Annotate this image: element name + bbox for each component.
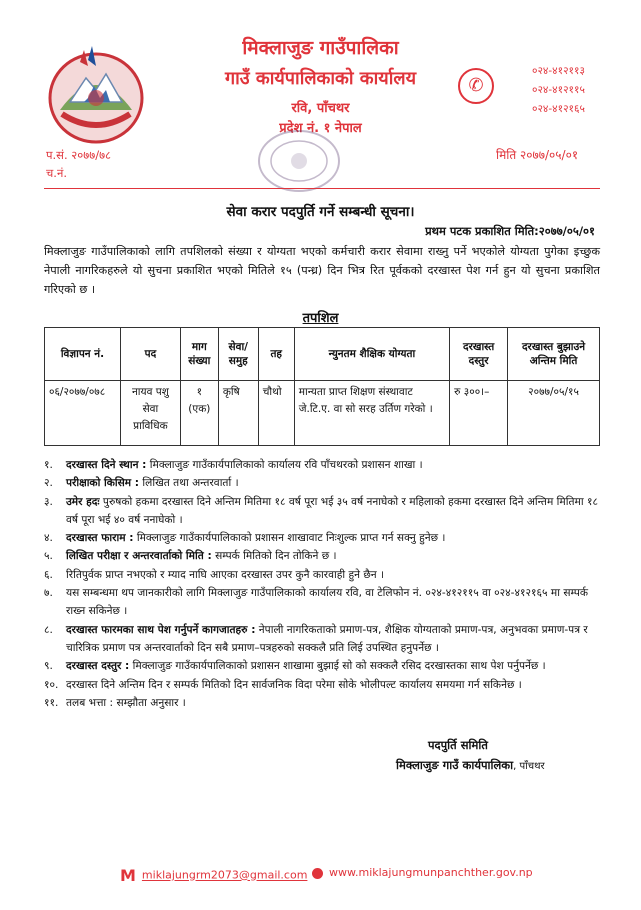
conditions-list — [44, 456, 604, 712]
header-divider — [44, 188, 600, 189]
item-label: दरखास्त फारमका साथ पेश गर्नुपर्ने कागजातहरु : — [66, 623, 256, 636]
list-item — [44, 566, 604, 584]
column-header: विज्ञापन नं. — [45, 328, 121, 381]
column-header: पद — [120, 328, 180, 381]
item-number: १. — [44, 459, 53, 471]
chalani-number: च.नं. — [46, 166, 67, 180]
list-item — [44, 676, 604, 694]
municipality-signature — [396, 758, 545, 773]
item-number: ३. — [44, 495, 53, 508]
item-number: ८. — [44, 623, 53, 636]
item-text: मिक्लाजुङ गाउँकार्यपालिकाको कार्यालय रवि पाँचथरको प्रशासन शाखा । — [146, 459, 423, 471]
list-item — [44, 529, 604, 547]
table-cell: ०६/२०७७/०७८ — [45, 381, 121, 446]
signature-name: मिक्लाजुङ गाउँ कार्यपालिका — [396, 758, 514, 772]
list-item — [44, 694, 604, 712]
list-item — [44, 584, 604, 621]
column-header: दरखास्त बुझाउने अन्तिम मिति — [508, 328, 600, 381]
phone-number: ०२४-४१२१६५ — [532, 103, 585, 115]
committee-signature: पदपुर्ति समिति — [428, 738, 488, 752]
office-stamp — [256, 128, 342, 194]
item-number: ११. — [44, 696, 59, 709]
notice-title: सेवा करार पदपुर्ति गर्ने सम्बन्धी सूचना। — [226, 204, 415, 220]
vacancy-table — [44, 327, 600, 446]
list-item — [44, 657, 604, 675]
list-item — [44, 621, 604, 658]
item-number: ६. — [44, 568, 53, 581]
reference-block — [46, 146, 111, 182]
column-header: तह — [258, 328, 294, 381]
item-number: १०. — [44, 678, 59, 691]
phone-number: ०२४-४१२११३ — [532, 65, 585, 77]
patra-sankhya: प.सं. २०७७/७८ — [46, 148, 112, 162]
office-location: रवि, पाँचथर — [291, 101, 350, 116]
table-cell: नायव पशु सेवा प्राविधिक — [120, 381, 180, 446]
column-header: दरखास्त दस्तुर — [450, 328, 508, 381]
item-label: उमेर हदः — [66, 495, 100, 508]
table-cell: २०७७/०५/१५ — [508, 381, 600, 446]
table-cell: १ (एक) — [180, 381, 218, 446]
item-text: तलब भत्ता : सम्झौता अनुसार । — [66, 696, 186, 709]
item-number: ५. — [44, 550, 53, 563]
item-text: यस सम्बन्धमा थप जानकारीको लागि मिक्लाजुङ गाउँपालिकाको कार्यालय रवि, वा टेलिफोन नं. ०२४-४१२११५ वा ०२४-४१२१६५ मा सम्पर्क राख्न सकिनेछ । — [66, 587, 589, 618]
item-label: दरखास्त दिने स्थान : — [66, 459, 147, 471]
list-item — [44, 493, 604, 530]
column-header: न्युनतम शैक्षिक योग्यता — [294, 328, 449, 381]
website-link[interactable]: www.miklajungmunpanchther.gov.np — [329, 866, 533, 879]
item-label: लिखित परीक्षा र अन्तरवार्ताको मिति : — [66, 550, 212, 563]
first-published-date: प्रथम पटक प्रकाशित मिति:२०७७/०५/०१ — [425, 224, 595, 238]
item-label: दरखास्त फाराम : — [66, 532, 134, 545]
globe-icon — [312, 868, 323, 879]
table-cell: मान्यता प्राप्त शिक्षण संस्थावाट जे.टि.ए. वा सो सरह उर्तिण गरेको । — [294, 381, 449, 446]
table-cell: कृषि — [218, 381, 258, 446]
column-header: माग संख्या — [180, 328, 218, 381]
item-number: ४. — [44, 532, 53, 545]
footer-website[interactable] — [312, 866, 533, 879]
list-item — [44, 456, 604, 474]
item-text: मिक्लाजुङ गाउँकार्यपालिकाको प्रशासन शाखामा बुझाई सो को सक्कलै रसिद दरखास्तका साथ पेश पर्नुपर्नेछ । — [129, 660, 546, 673]
item-number: ७. — [44, 587, 53, 600]
footer-email[interactable] — [120, 866, 307, 885]
notice-intro: मिक्लाजुङ गाउँपालिकाको लागि तपशिलको संख्या र योग्यता भएको कर्मचारी करार सेवामा राख्नु पर्ने भएकोले योग्यता पुगेका इच्छुक नेपाली नागरिकहरुले यो सुचना प्रकाशित भएको मितिले १५ (पन्ध्र) दिन भित्र रित पूर्वकको दरखास्त पेश गर्न हुन यो सुचना प्रकाशित गरिएको छ । — [44, 245, 600, 296]
office-name: गाउँ कार्यपालिकाको कार्यालय — [224, 68, 417, 89]
table-cell: चौथो — [258, 381, 294, 446]
table-row — [45, 381, 600, 446]
item-number: २. — [44, 477, 53, 490]
phone-numbers — [532, 62, 585, 119]
item-label: परीक्षाको किसिम : — [66, 477, 140, 490]
list-item — [44, 474, 604, 492]
item-text: दरखास्त दिने अन्तिम दिन र सम्पर्क मितिको दिन सार्वजनिक विदा परेमा सोके भोलीपल्ट कार्यालय समयमा गर्न सकिनेछ । — [66, 678, 522, 691]
table-cell: रु ३००।– — [450, 381, 508, 446]
telephone-icon: ✆ — [458, 68, 494, 104]
item-text: लिखित तथा अन्तरवार्ता । — [139, 477, 239, 490]
mail-icon: M — [120, 866, 136, 885]
phone-number: ०२४-४१२११५ — [532, 84, 585, 96]
details-heading: तपशिल — [302, 311, 339, 326]
column-header: सेवा/ समुह — [218, 328, 258, 381]
item-number: ९. — [44, 660, 53, 673]
item-label: दरखास्त दस्तुर : — [66, 660, 130, 673]
item-text: मिक्लाजुङ गाउँकार्यपालिकाको प्रशासन शाखावाट निःशुल्क प्राप्त गर्न सक्नु हुनेछ । — [133, 532, 446, 545]
item-text: रितिपुर्वक प्राप्त नभएको र म्याद नाघि आएका दरखास्त उपर कुनै कारवाही हुने छैन । — [66, 568, 385, 581]
item-text: पुरुषको हकमा दरखास्त दिने अन्तिम मितिमा १८ वर्ष पूरा भई ३५ वर्ष ननाघेको र महिलाको हकमा दरखास्त दिने अन्तिम मितिमा १८ वर्ष पूरा भई ४० वर्ष ननाघेको । — [66, 495, 598, 526]
table-header-row — [45, 328, 600, 381]
list-item — [44, 547, 604, 565]
municipality-name: मिक्लाजुङ गाउँपालिका — [242, 37, 399, 59]
item-text: सम्पर्क मितिको दिन तोकिने छ । — [211, 550, 337, 563]
signature-suffix: , पाँचथर — [513, 761, 545, 772]
office-province: प्रदेश नं. १ नेपाल — [279, 121, 362, 136]
item-text: नेपाली नागरिकताको प्रमाण-पत्र, शैक्षिक योग्यताको प्रमाण-पत्र, अनुभवका प्रमाण-पत्र र चारित्रिक प्रमाण पत्र अन्तरवार्ताको दिन सबै प्रमाण–पत्रहरुको सक्कलै प्रति लिई उपस्थित हनुपर्नेछ । — [66, 623, 588, 654]
letter-date: मिति २०७७/०५/०१ — [496, 148, 579, 162]
email-link[interactable]: miklajungrm2073@gmail.com — [141, 868, 308, 882]
